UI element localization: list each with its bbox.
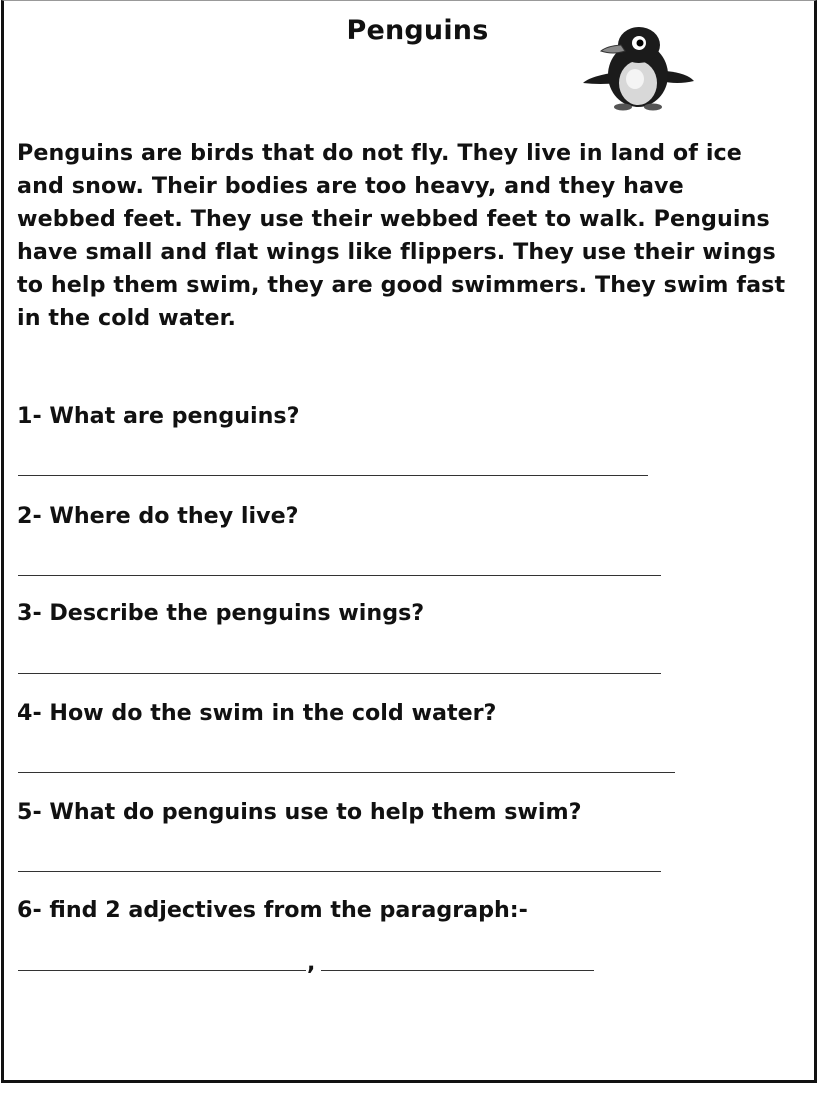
question-3: 3- Describe the penguins wings? [17, 600, 425, 626]
question-1: 1- What are penguins? [17, 403, 300, 429]
answer-line-5[interactable] [18, 871, 661, 872]
answer-line-1[interactable] [18, 475, 648, 476]
worksheet-page [1, 0, 817, 1083]
answer-line-3[interactable] [18, 673, 661, 674]
question-6: 6- find 2 adjectives from the paragraph:- [17, 897, 528, 923]
question-4: 4- How do the swim in the cold water? [17, 700, 497, 726]
penguin-icon [581, 23, 696, 111]
answer-line-2[interactable] [18, 575, 661, 576]
answer-line-6b[interactable] [321, 970, 594, 971]
answer-line-4[interactable] [18, 772, 675, 773]
question-5: 5- What do penguins use to help them swim? [17, 799, 582, 825]
reading-passage: Penguins are birds that do not fly. They live in land of ice and snow. Their bodies are too heavy, and they have webbed feet. They use their webbed feet to walk. Penguins have small and flat wings like flippers. They use their wings to help them swim, they are good swimmers. They swim fast in the cold water. [17, 140, 786, 331]
question-2: 2- Where do they live? [17, 503, 299, 529]
page-title: Penguins [346, 15, 489, 46]
answer-separator: , [307, 951, 316, 976]
answer-line-6a[interactable] [18, 970, 306, 971]
